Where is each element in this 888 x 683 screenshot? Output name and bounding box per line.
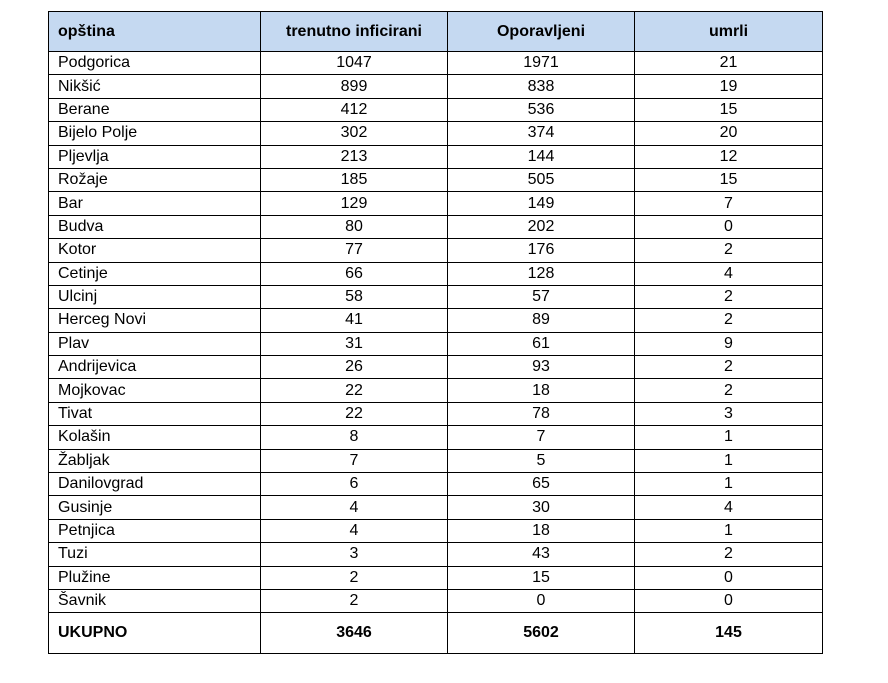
municipality-cell: Kolašin [49,426,261,449]
table-row [49,589,823,612]
currently-infected-cell: 26 [261,356,448,379]
recovered-cell: 202 [448,215,635,238]
municipality-cell: Šavnik [49,589,261,612]
municipality-cell: Tuzi [49,543,261,566]
municipality-cell: Danilovgrad [49,473,261,496]
recovered-cell: 0 [448,589,635,612]
table-row [49,215,823,238]
table-row [49,145,823,168]
currently-infected-cell: 4 [261,496,448,519]
deceased-cell: 9 [635,332,823,355]
municipality-cell: Ulcinj [49,285,261,308]
table-row [49,449,823,472]
totals-label: UKUPNO [49,613,261,654]
deceased-cell: 15 [635,98,823,121]
deceased-cell: 4 [635,496,823,519]
recovered-cell: 1971 [448,52,635,75]
deceased-cell: 20 [635,122,823,145]
column-header-recovered: Oporavljeni [448,12,635,52]
recovered-cell: 65 [448,473,635,496]
deceased-cell: 15 [635,168,823,191]
table-row [49,192,823,215]
municipality-cell: Pljevlja [49,145,261,168]
recovered-cell: 18 [448,379,635,402]
currently-infected-cell: 58 [261,285,448,308]
recovered-cell: 5 [448,449,635,472]
currently-infected-cell: 31 [261,332,448,355]
currently-infected-cell: 899 [261,75,448,98]
recovered-cell: 30 [448,496,635,519]
recovered-cell: 43 [448,543,635,566]
deceased-cell: 0 [635,215,823,238]
recovered-cell: 838 [448,75,635,98]
currently-infected-cell: 4 [261,519,448,542]
table-footer [49,613,823,654]
currently-infected-cell: 66 [261,262,448,285]
recovered-cell: 18 [448,519,635,542]
deceased-cell: 1 [635,519,823,542]
currently-infected-cell: 129 [261,192,448,215]
table-row [49,122,823,145]
currently-infected-cell: 2 [261,589,448,612]
municipality-cell: Plužine [49,566,261,589]
recovered-cell: 128 [448,262,635,285]
deceased-cell: 1 [635,473,823,496]
municipality-cell: Gusinje [49,496,261,519]
municipality-cell: Bijelo Polje [49,122,261,145]
municipality-cell: Cetinje [49,262,261,285]
table-row [49,262,823,285]
table-row [49,566,823,589]
recovered-cell: 7 [448,426,635,449]
currently-infected-cell: 80 [261,215,448,238]
municipality-cell: Žabljak [49,449,261,472]
currently-infected-cell: 6 [261,473,448,496]
municipality-cell: Mojkovac [49,379,261,402]
currently-infected-cell: 7 [261,449,448,472]
table-row [49,52,823,75]
deceased-cell: 2 [635,379,823,402]
table-row [49,75,823,98]
municipality-cell: Budva [49,215,261,238]
table-row [49,543,823,566]
currently-infected-cell: 22 [261,379,448,402]
table-row [49,496,823,519]
currently-infected-cell: 3 [261,543,448,566]
currently-infected-cell: 2 [261,566,448,589]
deceased-cell: 2 [635,285,823,308]
table-header [49,12,823,52]
currently-infected-cell: 1047 [261,52,448,75]
table-row [49,473,823,496]
deceased-cell: 1 [635,449,823,472]
recovered-cell: 149 [448,192,635,215]
column-header-currently-infected: trenutno inficirani [261,12,448,52]
recovered-cell: 78 [448,402,635,425]
municipality-stats-table [48,11,823,654]
municipality-cell: Herceg Novi [49,309,261,332]
table-row [49,98,823,121]
municipality-cell: Podgorica [49,52,261,75]
currently-infected-cell: 412 [261,98,448,121]
header-row [49,12,823,52]
deceased-cell: 0 [635,589,823,612]
municipality-cell: Plav [49,332,261,355]
table-row [49,168,823,191]
deceased-cell: 2 [635,309,823,332]
table-row [49,332,823,355]
column-header-municipality: opština [49,12,261,52]
recovered-cell: 61 [448,332,635,355]
recovered-cell: 15 [448,566,635,589]
column-header-deceased: umrli [635,12,823,52]
deceased-cell: 2 [635,356,823,379]
totals-row [49,613,823,654]
deceased-cell: 2 [635,239,823,262]
recovered-cell: 93 [448,356,635,379]
currently-infected-cell: 77 [261,239,448,262]
municipality-cell: Bar [49,192,261,215]
currently-infected-cell: 185 [261,168,448,191]
currently-infected-cell: 213 [261,145,448,168]
currently-infected-cell: 41 [261,309,448,332]
currently-infected-cell: 8 [261,426,448,449]
table-row [49,309,823,332]
municipality-cell: Kotor [49,239,261,262]
municipality-cell: Tivat [49,402,261,425]
deceased-cell: 12 [635,145,823,168]
recovered-cell: 374 [448,122,635,145]
currently-infected-cell: 302 [261,122,448,145]
deceased-cell: 7 [635,192,823,215]
total-recovered: 5602 [448,613,635,654]
deceased-cell: 0 [635,566,823,589]
municipality-cell: Petnjica [49,519,261,542]
table-row [49,356,823,379]
recovered-cell: 57 [448,285,635,308]
table-row [49,239,823,262]
table-row [49,426,823,449]
recovered-cell: 176 [448,239,635,262]
total-deceased: 145 [635,613,823,654]
municipality-cell: Nikšić [49,75,261,98]
municipality-cell: Andrijevica [49,356,261,379]
deceased-cell: 2 [635,543,823,566]
deceased-cell: 3 [635,402,823,425]
table-row [49,285,823,308]
deceased-cell: 4 [635,262,823,285]
deceased-cell: 19 [635,75,823,98]
table-row [49,402,823,425]
municipality-cell: Rožaje [49,168,261,191]
table-row [49,519,823,542]
table-row [49,379,823,402]
deceased-cell: 21 [635,52,823,75]
deceased-cell: 1 [635,426,823,449]
recovered-cell: 144 [448,145,635,168]
currently-infected-cell: 22 [261,402,448,425]
recovered-cell: 505 [448,168,635,191]
total-currently-infected: 3646 [261,613,448,654]
recovered-cell: 536 [448,98,635,121]
recovered-cell: 89 [448,309,635,332]
municipality-cell: Berane [49,98,261,121]
table-body [49,52,823,613]
